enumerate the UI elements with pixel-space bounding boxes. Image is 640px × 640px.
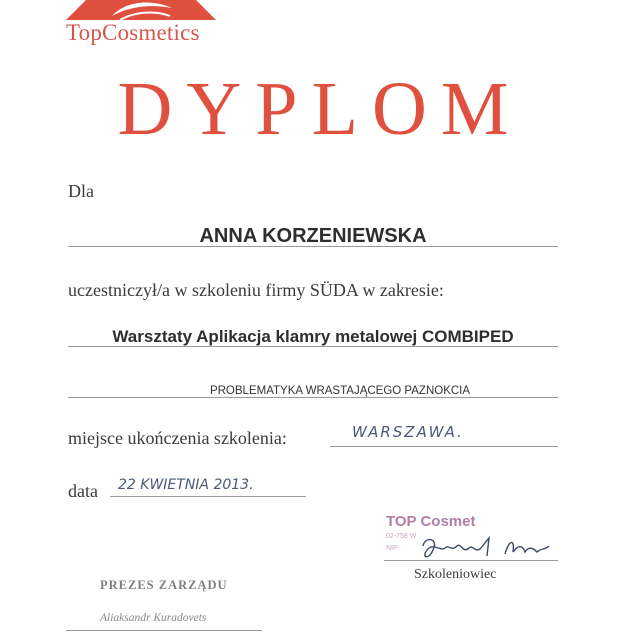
brand-name: TopCosmetics <box>66 20 200 45</box>
diploma-title: DYPLOM <box>117 67 523 151</box>
trainer-signature-icon <box>415 532 555 568</box>
stamp-detail-line: 02-758 W <box>386 533 417 540</box>
location-label: miejsce ukończenia szkolenia: <box>68 428 287 448</box>
course-name: Warsztaty Aplikacja klamry metalowej COMBIPED <box>112 327 514 346</box>
stamp-detail-line: NIP <box>386 545 398 552</box>
date-underline <box>110 496 306 497</box>
signature-underline <box>384 560 558 561</box>
location-value: WARSZAWA. <box>352 423 464 441</box>
date-label: data <box>68 481 98 501</box>
president-underline <box>66 630 262 631</box>
date-value: 22 KWIETNIA 2013. <box>118 477 254 493</box>
company-stamp: TOP Cosmet <box>386 513 476 530</box>
topic-underline <box>68 397 558 398</box>
recipient-name: ANNA KORZENIEWSKA <box>199 225 427 247</box>
recipient-underline <box>68 246 558 247</box>
course-underline <box>68 346 558 347</box>
trainer-label: Szkoleniowiec <box>414 567 497 582</box>
president-title: PREZES ZARZĄDU <box>100 578 228 592</box>
location-underline <box>330 446 558 447</box>
participation-text: uczestniczył/a w szkoleniu firmy SÜDA w zakresie: <box>68 280 444 300</box>
president-name: Aliaksandr Kuradovets <box>100 612 207 624</box>
course-topic: PROBLEMATYKA WRASTAJĄCEGO PAZNOKCIA <box>209 385 471 397</box>
recipient-label: Dla <box>68 181 94 201</box>
